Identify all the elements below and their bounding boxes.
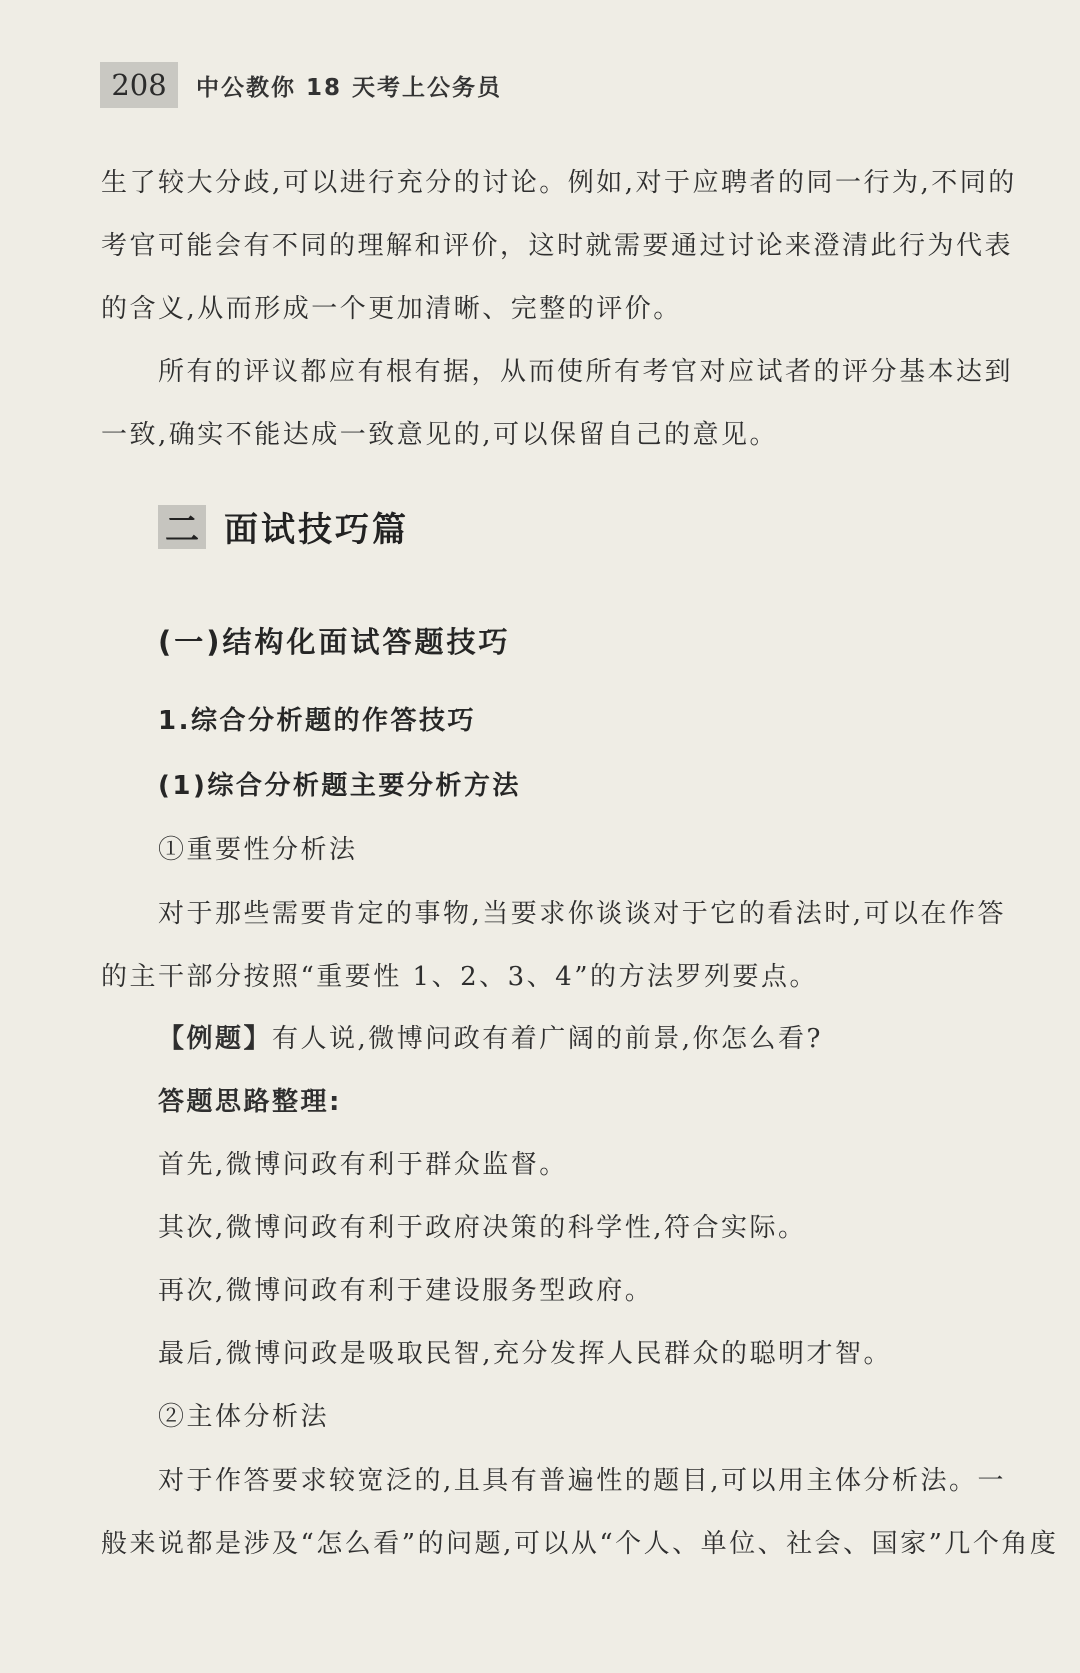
section-heading (158, 502, 409, 551)
page-header (100, 62, 502, 108)
answer-point: 再次,微博问政有利于建设服务型政府。 (158, 1276, 654, 1306)
method-title: ②主体分析法 (158, 1402, 330, 1432)
method-title: ①重要性分析法 (158, 835, 358, 865)
paragraph-line: 对于那些需要肯定的事物,当要求你谈谈对于它的看法时,可以在作答 (158, 899, 1007, 929)
paragraph-line: 一致,确实不能达成一致意见的,可以保留自己的意见。 (101, 420, 779, 450)
section-title: 面试技巧篇 (224, 510, 409, 550)
paragraph-line: 所有的评议都应有根有据，从而使所有考官对应试者的评分基本达到 (158, 357, 1014, 387)
example-line (158, 1018, 1080, 1055)
subsection-title: (一)结构化面试答题技巧 (158, 625, 511, 659)
answer-point: 其次,微博问政有利于政府决策的科学性,符合实际。 (158, 1213, 807, 1243)
paragraph-line: 考官可能会有不同的理解和评价，这时就需要通过讨论来澄清此行为代表 (101, 231, 1014, 261)
book-title: 中公教你 18 天考上公务员 (196, 74, 503, 101)
paragraph-line: 生了较大分歧,可以进行充分的讨论。例如,对于应聘者的同一行为,不同的 (101, 168, 1017, 198)
paragraph-line: 般来说都是涉及“怎么看”的问题,可以从“个人、单位、社会、国家”几个角度 (101, 1529, 1059, 1559)
section-number: 二 (158, 505, 206, 549)
paragraph-line: 的含义,从而形成一个更加清晰、完整的评价。 (101, 294, 682, 324)
topic-title: 1.综合分析题的作答技巧 (158, 706, 476, 736)
example-tag: 【例题】 (158, 1024, 273, 1054)
subtopic-title: (1)综合分析题主要分析方法 (158, 771, 521, 801)
answer-point: 最后,微博问政是吸取民智,充分发挥人民群众的聪明才智。 (158, 1339, 893, 1369)
example-question: 有人说,微博问政有着广阔的前景,你怎么看? (272, 1024, 823, 1054)
paragraph-line: 的主干部分按照“重要性 1、2、3、4”的方法罗列要点。 (101, 962, 819, 992)
answer-point: 首先,微博问政有利于群众监督。 (158, 1150, 568, 1180)
paragraph-line: 对于作答要求较宽泛的,且具有普遍性的题目,可以用主体分析法。一 (158, 1466, 1007, 1496)
answer-label: 答题思路整理: (158, 1087, 342, 1117)
page-number: 208 (100, 62, 178, 108)
